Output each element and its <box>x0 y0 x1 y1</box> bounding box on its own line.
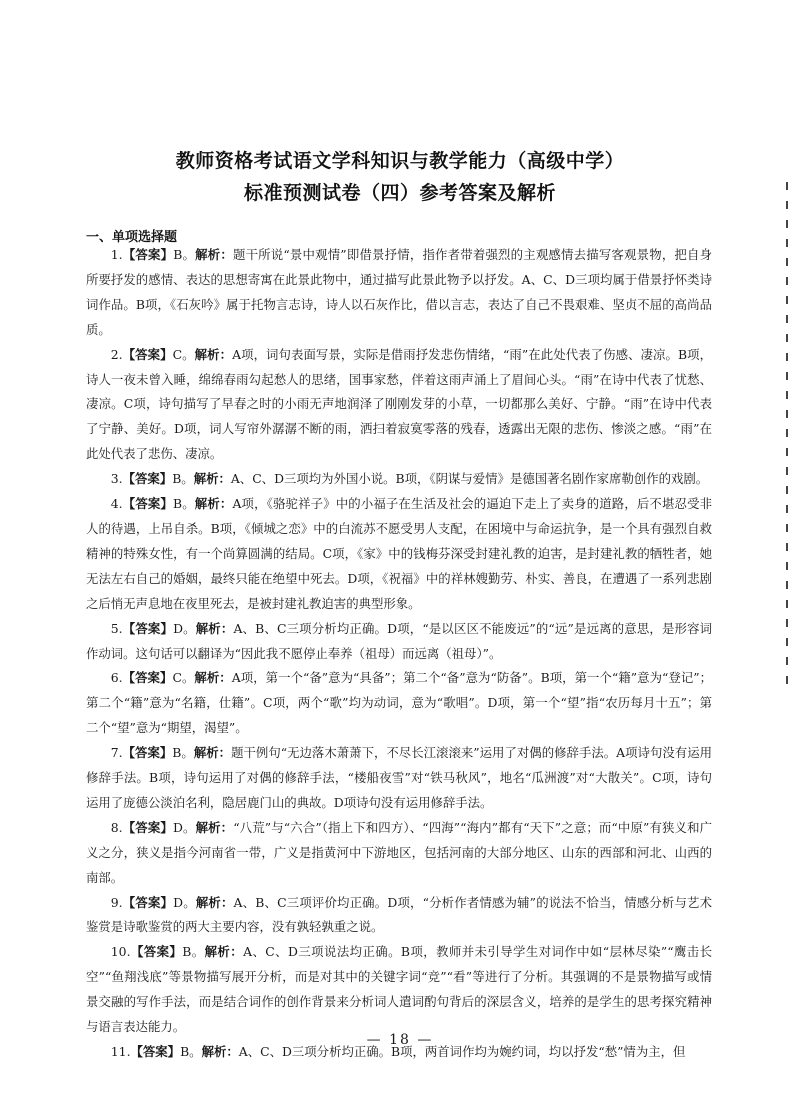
answer-label: 【答案】 <box>122 247 174 262</box>
answer-item <box>86 343 712 468</box>
analysis-text: A、C、D三项均为外国小说。B项，《阴谋与爱情》是德国著名剧作家席勒创作的戏剧。 <box>230 471 709 487</box>
item-number: 1. <box>110 247 123 262</box>
item-number: 9. <box>110 894 123 910</box>
answer-value: C。 <box>172 346 195 362</box>
analysis-label: 解析： <box>195 819 234 835</box>
analysis-text: 题干所说“景中观情”即借景抒情，指作者带着强烈的主观感情去描写客观景物，把自身所要抒发的感情、表达的思想寄寓在此景此物中，通过描写此景此物予以抒发。A、C、D三项均属于借景抒怀类诗词作品。B项，《石灰吟》属于托物言志诗，诗人以石灰作比，借以言志，表达了自己不畏艰难、坚贞不屈的高尚品质。 <box>86 247 713 337</box>
answer-list <box>86 243 712 1065</box>
item-number: 8. <box>110 819 123 835</box>
answer-item <box>86 492 712 617</box>
analysis-text: A、B、C三项分析均正确。D项，“是以区区不能废远”的“远”是远离的意思，是形容词作动词。这句话可以翻译为“因此我不愿停止奉养（祖母）而远离（祖母）”。 <box>86 620 713 661</box>
answer-label: 【答案】 <box>130 944 183 960</box>
answer-label: 【答案】 <box>122 745 173 761</box>
answer-item <box>86 617 712 667</box>
page-number: — 18 — <box>366 1032 434 1048</box>
answer-label: 【答案】 <box>130 1044 181 1059</box>
answer-value: C。 <box>172 670 195 686</box>
analysis-text: A、B、C三项评价均正确。D项，“分析作者情感为辅”的说法不恰当，情感分析与艺术鉴赏是诗歌鉴赏的两大主要内容，没有孰轻孰重之说。 <box>86 894 713 935</box>
analysis-label: 解析： <box>194 496 233 512</box>
answer-item <box>86 741 712 816</box>
answer-value: B。 <box>172 745 194 761</box>
analysis-text: “八荒”与“六合”（指上下和四方）、“四海”“海内”都有“天下”之意；而“中原”有狭义和广义之分，狭义是指今河南省一带，广义是指黄河中下游地区，包括河南的大部分地区、山东的西部和河北、山西的南部。 <box>86 819 713 885</box>
answer-item <box>86 467 712 492</box>
analysis-label: 解析： <box>195 247 233 262</box>
analysis-label: 解析： <box>201 1044 239 1059</box>
answer-value: D。 <box>172 819 196 835</box>
answer-value: D。 <box>173 894 196 910</box>
item-number: 11. <box>110 1044 131 1059</box>
item-number: 7. <box>110 745 123 761</box>
analysis-label: 解析： <box>193 745 232 761</box>
analysis-label: 解析： <box>195 894 234 910</box>
item-number: 6. <box>110 670 123 686</box>
answer-item <box>86 243 712 343</box>
analysis-text: A、C、D三项说法均正确。B项，教师并未引导学生对词作中如“层林尽染”“鹰击长空”“鱼翔浅底”等景物描写展开分析，而是对其中的关键字词“竞”“看”等进行了分析。其强调的不是景物描写或情景交融的写作手法，而是结合词作的创作背景来分析词人遣词酌句背后的深层含义，培养的是学生的思考探究精神与语言表达能力。 <box>86 944 712 1035</box>
document-title: 教师资格考试语文学科知识与教学能力（高级中学） <box>175 150 625 172</box>
analysis-label: 解析： <box>204 944 244 960</box>
section-heading: 一、单项选择题 <box>86 230 178 245</box>
analysis-text: A项，《骆驼祥子》中的小福子在生活及社会的逼迫下走上了卖身的道路，后不堪忍受非人的待遇，上吊自杀。B项，《倾城之恋》中的白流苏不愿受男人支配，在困境中与命运抗争，是一个具有强烈自救精神的特殊女性，有一个尚算圆满的结局。C项，《家》中的钱梅芬深受封建礼教的迫害，是封建礼教的牺牲者，她无法左右自己的婚姻，最终只能在绝望中死去。D项，《祝福》中的祥林嫂勤劳、朴实、善良，在遭遇了一系列悲剧之后悄无声息地在夜里死去，是被封建礼教迫害的典型形象。 <box>86 496 713 611</box>
analysis-label: 解析： <box>195 620 234 636</box>
item-number: 5. <box>110 620 123 636</box>
answer-label: 【答案】 <box>122 894 174 910</box>
analysis-text: A、C、D三项分析均正确。B项，两首词作均为婉约词，均以抒发“愁”情为主，但 <box>238 1044 686 1059</box>
item-number: 10. <box>110 944 131 960</box>
item-number: 4. <box>110 496 123 512</box>
answer-value: B。 <box>172 496 195 512</box>
answer-label: 【答案】 <box>122 670 173 686</box>
analysis-text: A项，词句表面写景，实际是借雨抒发悲伤情绪，“雨”在此处代表了伤感、凄凉。B项，诗人一夜未曾入睡，绵绵春雨勾起愁人的思绪，国事家愁，伴着这雨声涌上了眉间心头。“雨”在诗中代表了忧愁、凄凉。C项，诗句描写了早春之时的小雨无声地润泽了刚刚发芽的小草，一切都那么美好、宁静。“雨”在诗中代表了宁静、美好。D项，词人写帘外潺潺不断的雨，洒扫着寂寞零落的残春，透露出无限的悲伤、惨淡之感。“雨”在此处代表了悲伤、凄凉。 <box>86 346 713 462</box>
answer-label: 【答案】 <box>122 471 173 487</box>
answer-item <box>86 891 712 941</box>
answer-item <box>86 666 712 741</box>
document-subtitle: 标准预测试卷（四）参考答案及解析 <box>243 182 556 204</box>
analysis-label: 解析： <box>194 346 233 362</box>
item-number: 2. <box>110 346 123 362</box>
answer-item <box>86 940 712 1040</box>
analysis-label: 解析： <box>193 471 231 487</box>
answer-value: B。 <box>182 944 205 960</box>
answer-value: D。 <box>173 620 196 636</box>
analysis-text: 题干例句“无边落木萧萧下，不尽长江滚滚来”运用了对偶的修辞手法。A项诗句没有运用修辞手法。B项，诗句运用了对偶的修辞手法，“楼船夜雪”对“铁马秋风”，地名“瓜洲渡”对“大散关”。C项，诗句运用了庞德公淡泊名利，隐居鹿门山的典故。D项诗句没有运用修辞手法。 <box>86 745 713 810</box>
answer-value: B。 <box>172 471 194 487</box>
answer-label: 【答案】 <box>122 819 173 835</box>
answer-label: 【答案】 <box>122 620 174 636</box>
scan-margin-line <box>786 182 788 687</box>
answer-value: B。 <box>180 1044 202 1059</box>
analysis-text: A项，第一个“备”意为“具备”；第二个“备”意为“防备”。B项，第一个“籍”意为“登记”；第二个“籍”意为“名籍，仕籍”。C项，两个“歌”均为动词，意为“歌唱”。D项，第一个“望”指“农历每月十五”；第二个“望”意为“期望，渴望”。 <box>86 670 713 736</box>
answer-label: 【答案】 <box>122 346 173 362</box>
analysis-label: 解析： <box>194 670 232 686</box>
item-number: 3. <box>110 471 123 487</box>
answer-item <box>86 816 712 891</box>
answer-value: B。 <box>173 247 196 262</box>
answer-label: 【答案】 <box>122 496 173 512</box>
